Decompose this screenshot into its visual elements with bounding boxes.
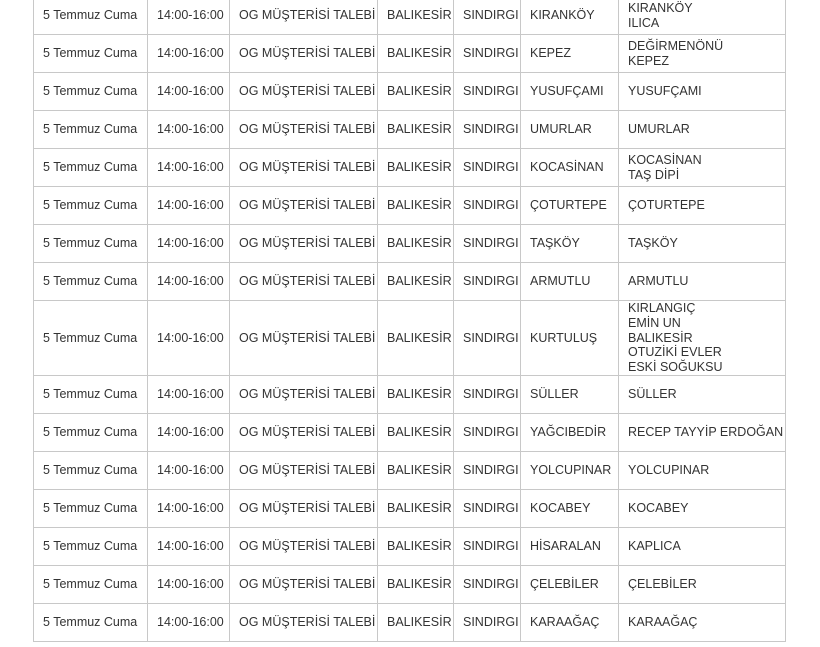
table-row (34, 225, 786, 263)
affected-area: OTUZİKİ EVLER (628, 345, 722, 360)
affected-area: KIRLANGIÇ (628, 301, 696, 315)
affected-areas-cell (619, 263, 786, 301)
neighborhood-cell: KEPEZ (521, 35, 619, 73)
district-cell: SINDIRGI (454, 603, 521, 641)
date-cell: 5 Temmuz Cuma (34, 263, 148, 301)
affected-areas-cell (619, 35, 786, 73)
affected-areas-cell (619, 603, 786, 641)
request-type-cell: OG MÜŞTERİSİ TALEBİ (230, 149, 378, 187)
district-cell: SINDIRGI (454, 301, 521, 376)
table-row (34, 73, 786, 111)
time-cell: 14:00-16:00 (148, 0, 230, 35)
district-cell: SINDIRGI (454, 413, 521, 451)
outage-table-body (34, 0, 786, 641)
district-cell: SINDIRGI (454, 527, 521, 565)
table-row (34, 301, 786, 376)
district-cell: SINDIRGI (454, 263, 521, 301)
city-cell: BALIKESİR (378, 149, 454, 187)
city-cell: BALIKESİR (378, 225, 454, 263)
request-type-cell: OG MÜŞTERİSİ TALEBİ (230, 225, 378, 263)
time-cell: 14:00-16:00 (148, 149, 230, 187)
table-row (34, 489, 786, 527)
affected-areas-cell (619, 0, 786, 35)
request-type-cell: OG MÜŞTERİSİ TALEBİ (230, 375, 378, 413)
request-type-cell: OG MÜŞTERİSİ TALEBİ (230, 35, 378, 73)
date-cell: 5 Temmuz Cuma (34, 301, 148, 376)
neighborhood-cell: KIRANKÖY (521, 0, 619, 35)
affected-areas-cell (619, 149, 786, 187)
table-row (34, 0, 786, 35)
affected-area: ÇELEBİLER (628, 577, 697, 592)
table-row (34, 375, 786, 413)
request-type-cell: OG MÜŞTERİSİ TALEBİ (230, 527, 378, 565)
table-row (34, 603, 786, 641)
table-row (34, 149, 786, 187)
affected-area: TAŞKÖY (628, 236, 678, 251)
date-cell: 5 Temmuz Cuma (34, 149, 148, 187)
time-cell: 14:00-16:00 (148, 451, 230, 489)
time-cell: 14:00-16:00 (148, 35, 230, 73)
table-row (34, 187, 786, 225)
time-cell: 14:00-16:00 (148, 301, 230, 376)
neighborhood-cell: KOCASİNAN (521, 149, 619, 187)
city-cell: BALIKESİR (378, 451, 454, 489)
district-cell: SINDIRGI (454, 111, 521, 149)
affected-area: UMURLAR (628, 122, 690, 137)
neighborhood-cell: ARMUTLU (521, 263, 619, 301)
table-row (34, 565, 786, 603)
affected-area: KAPLICA (628, 539, 681, 554)
request-type-cell: OG MÜŞTERİSİ TALEBİ (230, 263, 378, 301)
time-cell: 14:00-16:00 (148, 375, 230, 413)
neighborhood-cell: SÜLLER (521, 375, 619, 413)
neighborhood-cell: KOCABEY (521, 489, 619, 527)
city-cell: BALIKESİR (378, 35, 454, 73)
request-type-cell: OG MÜŞTERİSİ TALEBİ (230, 73, 378, 111)
affected-area: EMİN UN (628, 315, 681, 330)
request-type-cell: OG MÜŞTERİSİ TALEBİ (230, 565, 378, 603)
city-cell: BALIKESİR (378, 301, 454, 376)
time-cell: 14:00-16:00 (148, 603, 230, 641)
district-cell: SINDIRGI (454, 225, 521, 263)
date-cell: 5 Temmuz Cuma (34, 451, 148, 489)
city-cell: BALIKESİR (378, 375, 454, 413)
neighborhood-cell: KURTULUŞ (521, 301, 619, 376)
affected-area: ARMUTLU (628, 274, 689, 289)
affected-areas-cell (619, 111, 786, 149)
district-cell: SINDIRGI (454, 35, 521, 73)
table-row (34, 111, 786, 149)
district-cell: SINDIRGI (454, 0, 521, 35)
time-cell: 14:00-16:00 (148, 73, 230, 111)
date-cell: 5 Temmuz Cuma (34, 35, 148, 73)
date-cell: 5 Temmuz Cuma (34, 413, 148, 451)
affected-areas-cell (619, 375, 786, 413)
time-cell: 14:00-16:00 (148, 489, 230, 527)
affected-area: ESKİ SOĞUKSU (628, 360, 723, 375)
city-cell: BALIKESİR (378, 413, 454, 451)
request-type-cell: OG MÜŞTERİSİ TALEBİ (230, 603, 378, 641)
affected-areas-cell (619, 187, 786, 225)
date-cell: 5 Temmuz Cuma (34, 111, 148, 149)
affected-areas-cell (619, 73, 786, 111)
city-cell: BALIKESİR (378, 565, 454, 603)
district-cell: SINDIRGI (454, 187, 521, 225)
date-cell: 5 Temmuz Cuma (34, 187, 148, 225)
date-cell: 5 Temmuz Cuma (34, 527, 148, 565)
affected-area: ÇOTURTEPE (628, 198, 705, 213)
affected-areas-cell (619, 527, 786, 565)
city-cell: BALIKESİR (378, 527, 454, 565)
affected-area: KARAAĞAÇ (628, 615, 698, 630)
neighborhood-cell: TAŞKÖY (521, 225, 619, 263)
date-cell: 5 Temmuz Cuma (34, 603, 148, 641)
time-cell: 14:00-16:00 (148, 187, 230, 225)
time-cell: 14:00-16:00 (148, 413, 230, 451)
city-cell: BALIKESİR (378, 489, 454, 527)
affected-areas-cell (619, 301, 786, 376)
affected-areas-cell (619, 565, 786, 603)
affected-areas-cell (619, 413, 786, 451)
neighborhood-cell: KARAAĞAÇ (521, 603, 619, 641)
request-type-cell: OG MÜŞTERİSİ TALEBİ (230, 301, 378, 376)
district-cell: SINDIRGI (454, 149, 521, 187)
neighborhood-cell: YUSUFÇAMI (521, 73, 619, 111)
date-cell: 5 Temmuz Cuma (34, 489, 148, 527)
affected-area: YOLCUPINAR (628, 463, 710, 478)
affected-area: RECEP TAYYİP ERDOĞAN (628, 425, 784, 440)
neighborhood-cell: YAĞCIBEDİR (521, 413, 619, 451)
outage-table (33, 0, 786, 642)
district-cell: SINDIRGI (454, 451, 521, 489)
affected-area: KOCASİNAN (628, 152, 702, 167)
time-cell: 14:00-16:00 (148, 225, 230, 263)
affected-area: TAŞ DİPİ (628, 167, 680, 182)
time-cell: 14:00-16:00 (148, 527, 230, 565)
affected-area: KEPEZ (628, 53, 669, 68)
table-row (34, 263, 786, 301)
request-type-cell: OG MÜŞTERİSİ TALEBİ (230, 489, 378, 527)
district-cell: SINDIRGI (454, 73, 521, 111)
table-row (34, 451, 786, 489)
date-cell: 5 Temmuz Cuma (34, 375, 148, 413)
request-type-cell: OG MÜŞTERİSİ TALEBİ (230, 187, 378, 225)
affected-areas-cell (619, 489, 786, 527)
affected-area: ILICA (628, 15, 660, 30)
neighborhood-cell: ÇELEBİLER (521, 565, 619, 603)
table-row (34, 413, 786, 451)
city-cell: BALIKESİR (378, 73, 454, 111)
district-cell: SINDIRGI (454, 375, 521, 413)
district-cell: SINDIRGI (454, 565, 521, 603)
affected-area: SÜLLER (628, 387, 677, 402)
affected-area: KOCABEY (628, 501, 689, 516)
date-cell: 5 Temmuz Cuma (34, 0, 148, 35)
table-row (34, 527, 786, 565)
city-cell: BALIKESİR (378, 603, 454, 641)
affected-area: KIRANKÖY (628, 0, 693, 15)
request-type-cell: OG MÜŞTERİSİ TALEBİ (230, 451, 378, 489)
time-cell: 14:00-16:00 (148, 565, 230, 603)
city-cell: BALIKESİR (378, 263, 454, 301)
date-cell: 5 Temmuz Cuma (34, 73, 148, 111)
request-type-cell: OG MÜŞTERİSİ TALEBİ (230, 0, 378, 35)
neighborhood-cell: UMURLAR (521, 111, 619, 149)
time-cell: 14:00-16:00 (148, 263, 230, 301)
request-type-cell: OG MÜŞTERİSİ TALEBİ (230, 413, 378, 451)
time-cell: 14:00-16:00 (148, 111, 230, 149)
district-cell: SINDIRGI (454, 489, 521, 527)
city-cell: BALIKESİR (378, 111, 454, 149)
table-row (34, 35, 786, 73)
neighborhood-cell: HİSARALAN (521, 527, 619, 565)
date-cell: 5 Temmuz Cuma (34, 225, 148, 263)
affected-area: BALIKESİR (628, 330, 693, 345)
affected-area: DEĞİRMENÖNÜ (628, 38, 724, 53)
neighborhood-cell: ÇOTURTEPE (521, 187, 619, 225)
outage-table-container (33, 0, 785, 642)
request-type-cell: OG MÜŞTERİSİ TALEBİ (230, 111, 378, 149)
date-cell: 5 Temmuz Cuma (34, 565, 148, 603)
city-cell: BALIKESİR (378, 187, 454, 225)
city-cell: BALIKESİR (378, 0, 454, 35)
affected-areas-cell (619, 225, 786, 263)
neighborhood-cell: YOLCUPINAR (521, 451, 619, 489)
affected-area: YUSUFÇAMI (628, 84, 702, 99)
affected-areas-cell (619, 451, 786, 489)
